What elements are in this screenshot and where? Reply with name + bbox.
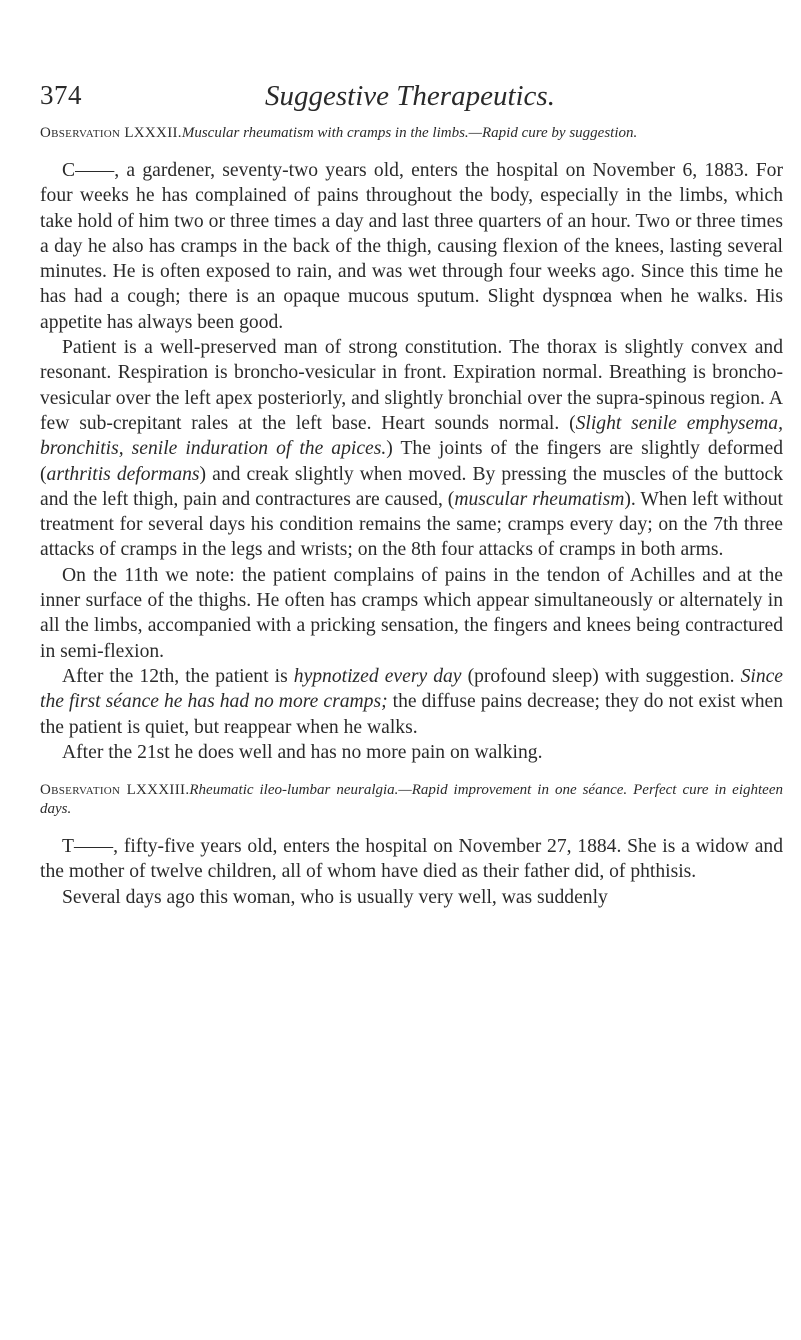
italic-emphasis: Since the first séance he has had no more cramps; [40, 665, 784, 713]
text-run: (profound sleep) with suggestion. [461, 665, 741, 687]
italic-diagnosis: muscular rheumatism [454, 488, 625, 510]
paragraph: Several days ago this woman, who is usually very well, was suddenly [62, 886, 608, 908]
text-run: ) The joints of the fingers are slightly deformed ( [40, 438, 784, 485]
observation-83 [40, 781, 783, 910]
observation-label: Observation LXXXII. [40, 125, 182, 141]
running-title: Suggestive Therapeutics. [265, 80, 555, 112]
text-run: Patient is a well-preserved man of strong constitution. The thorax is slightly convex and resonant. Respiration is broncho-vesicular in front. Expiration normal. Breathing is broncho-vesicular over the left apex posteriorly, and slightly bronchial over the supra-spinous region. A few sub-crepitant rales at the left base. Heart sounds normal. ( [40, 337, 783, 434]
text-run: After the 12th, the patient is [62, 665, 294, 687]
observation-subject: Muscular rheumatism with cramps in the limbs.—Rapid cure by suggestion. [181, 125, 638, 141]
text-run: ). When left without treatment for several days his condition remains the same; cramps every day; on the 7th three attacks of cramps in the legs and wrists; on the 8th four attacks of cramps in both arms. [40, 488, 784, 561]
italic-emphasis: hypnotized every day [293, 665, 462, 687]
page-header [40, 80, 780, 120]
italic-diagnosis: Slight senile emphysema, bronchitis, senile induration of the apices. [40, 412, 783, 460]
section-gap [40, 765, 783, 781]
paragraph: C——, a gardener, seventy-two years old, enters the hospital on November 6, 1883. For four weeks he has complained of pains throughout the body, especially in the limbs, which take hold of him two or three times a day and last three quarters of an hour. Two or three times a day he also has cramps in the back of the thigh, causing flexion of the knees, lasting several minutes. He is often exposed to rain, and was wet through four weeks ago. Since this time he has had a cough; there is an opaque mucous sputum. Slight dyspnœa when he walks. His appetite has always been good. [40, 160, 783, 333]
text-run: the diffuse pains decrease; they do not exist when the patient is quiet, but reappear when he walks. [40, 691, 784, 738]
italic-diagnosis: arthritis deformans [46, 463, 200, 485]
paragraph: T——, fifty-five years old, enters the hospital on November 27, 1884. She is a widow and the mother of twelve children, all of whom have died as their father did, of phthisis. [40, 836, 783, 883]
paragraph: On the 11th we note: the patient complains of pains in the tendon of Achilles and at the inner surface of the thighs. He often has cramps which appear simultaneously or alternately in all the limbs, accompanied with a pricking sensation, the fingers and knees being contractured in semi-flexion. [40, 564, 783, 662]
observation-heading [40, 124, 783, 143]
observation-82 [40, 124, 783, 765]
observation-label: Observation LXXXIII. [40, 782, 190, 799]
paragraph: After the 21st he does well and has no more pain on walking. [62, 741, 543, 763]
page-body [40, 124, 783, 910]
paragraph [40, 664, 783, 740]
page-number: 374 [40, 80, 82, 110]
observation-heading [40, 781, 783, 819]
paragraph [40, 335, 783, 563]
text-run: ) and creak slightly when moved. By pressing the muscles of the buttock and the left thigh, pain and contractures are caused, ( [40, 463, 783, 510]
observation-subject: Rheumatic ileo-lumbar neuralgia.—Rapid improvement in one séance. Perfect cure in eighteen days. [40, 782, 783, 818]
